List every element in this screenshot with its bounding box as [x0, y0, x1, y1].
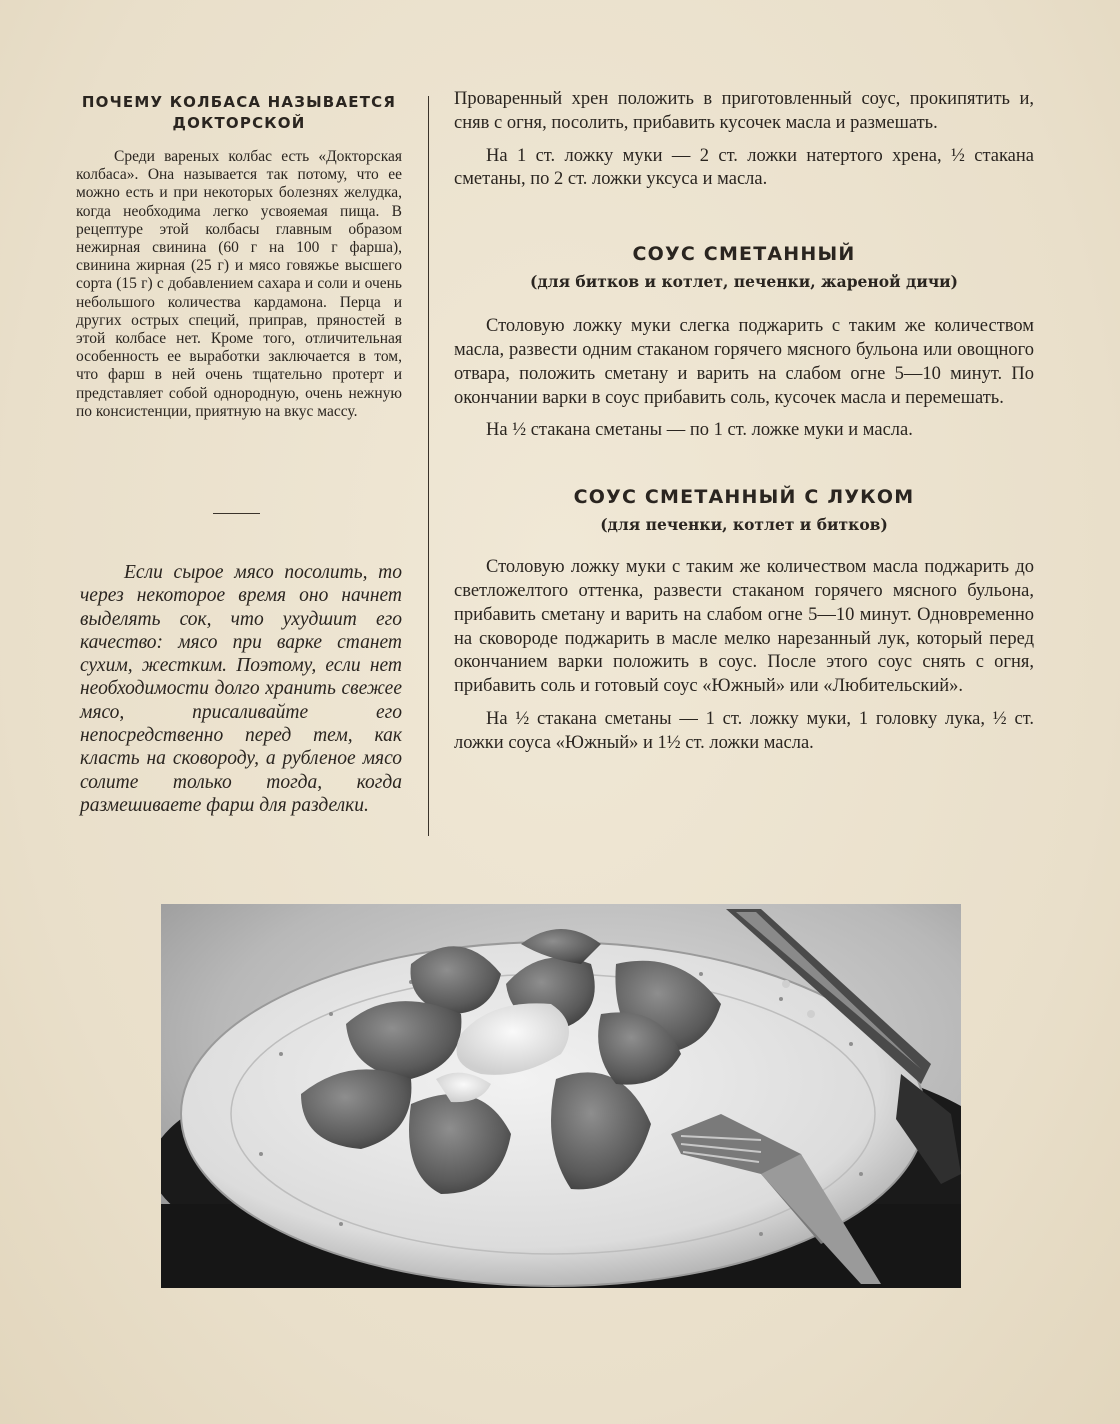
cooking-tip: Если сырое мясо посолить, то через некоторое время оно начнет выделять сок, что ухудшит его качество: мясо при варке станет сухим, жестким. Поэтому, если нет необходимости долго хранить свежее мясо, присаливайте его непосредственно перед тем, как класть на сковороду, а рубленое мясо солите только тогда, когда размешиваете фарш для разделки.	[80, 562, 402, 816]
section-separator	[213, 513, 260, 514]
column-divider	[428, 96, 429, 836]
sour-cream-sauce-title: СОУС СМЕТАННЫЙ	[632, 243, 856, 266]
sidebar-article-title	[76, 92, 402, 134]
sidebar-article	[76, 92, 402, 421]
sidebar-title-line1: ПОЧЕМУ КОЛБАСА НАЗЫВАЕТСЯ	[81, 93, 397, 111]
horseradish-method: Проваренный хрен положить в приготовленный соус, прокипятить и, сняв с огня, посолить, прибавить кусочек масла и размешать.	[454, 89, 1034, 133]
dish-illustration	[161, 904, 961, 1288]
sour-cream-onion-sauce-method: Столовую ложку муки с таким же количеством масла поджарить до светложелтого оттенка, развести стаканом горячего мясного бульона, прибавить сметану и варить на слабом огне 5—10 минут. Одновременно на сковороде поджарить в масле мелко нарезанный лук, который перед окончанием варки положить в соус. После этого соус снять с огня, прибавить соль и готовый соус «Южный» или «Любительский».	[454, 557, 1034, 697]
dish-photo	[161, 904, 961, 1288]
horseradish-proportions: На 1 ст. ложку муки — 2 ст. ложки натертого хрена, ½ стакана сметаны, по 2 ст. ложки уксуса и масла.	[454, 145, 1034, 190]
sour-cream-onion-sauce-title: СОУС СМЕТАННЫЙ С ЛУКОМ	[573, 486, 915, 509]
sidebar-title-line2: ДОКТОРСКОЙ	[172, 114, 306, 132]
sour-cream-onion-sauce-proportions: На ½ стакана сметаны — 1 ст. ложку муки, 1 головку лука, ½ ст. ложки соуса «Южный» и 1½ ст. ложки масла.	[454, 708, 1034, 753]
sour-cream-sauce-proportions: На ½ стакана сметаны — по 1 ст. ложке муки и масла.	[486, 420, 913, 441]
sidebar-article-body: Среди вареных колбас есть «Докторская колбаса». Она называется так потому, что ее можно есть и при некоторых болезнях желудка, когда необходима легко усвояемая пища. В рецептуре этой колбасы главным образом нежирная свинина (60 г на 100 г фарша), свинина жирная (25 г) и мясо говяжье высшего сорта (15 г) с добавлением сахара и соли и очень небольшого количества кардамона. Перца и других острых специй, приправ, пряностей в этой колбасе нет. Кроме того, отличительная особенность ее выработки заключается в том, что фарш в ней очень тщательно протерт и представляет собой однородную, очень нежную по консистенции, приятную на вкус массу.	[76, 148, 402, 420]
sour-cream-onion-sauce-subtitle: (для печенки, котлет и битков)	[600, 515, 888, 535]
sour-cream-sauce-subtitle: (для битков и котлет, печенки, жареной дичи)	[529, 272, 958, 292]
sour-cream-sauce-method: Столовую ложку муки слегка поджарить с таким же количеством масла, развести одним стаканом горячего мясного бульона или овощного отвара, положить сметану и варить на слабом огне 5—10 минут. По окончании варки в соус прибавить соль, кусочек масла и перемешать.	[454, 316, 1034, 408]
recipes-column	[454, 88, 1034, 765]
